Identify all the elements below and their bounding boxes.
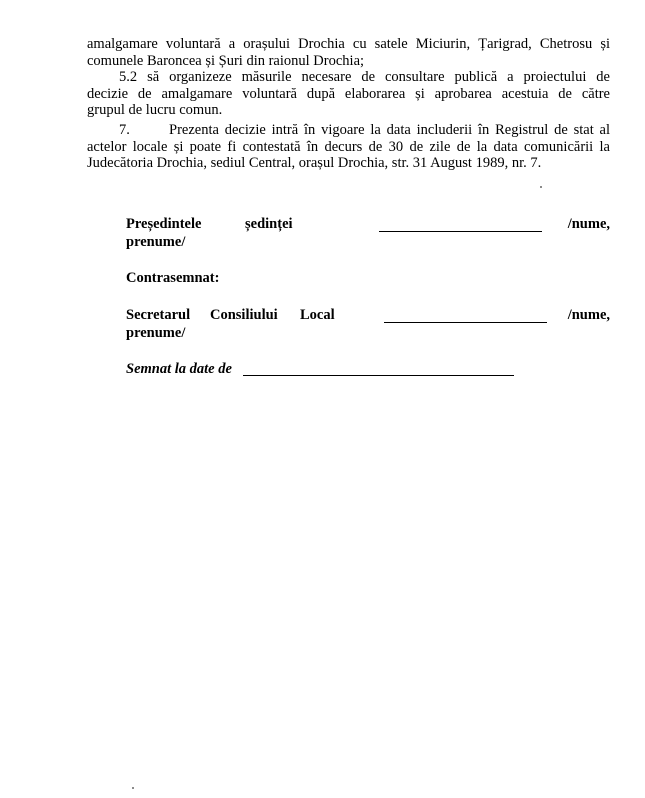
president-label-word1: Președintele — [126, 216, 202, 232]
secretary-name-suffix-line2: prenume/ — [126, 325, 186, 341]
president-signature-line — [379, 231, 542, 232]
signed-date-line — [243, 375, 514, 376]
secretary-label-word1: Secretarul — [126, 307, 191, 323]
text-line: actelor locale și poate fi contestată în decurs de 30 de zile de la data comunicării la — [87, 138, 610, 155]
secretary-signature-row — [126, 307, 610, 325]
signed-on-label: Semnat la date de — [126, 361, 232, 377]
stray-dot — [540, 186, 542, 188]
president-name-suffix: /nume, — [567, 216, 610, 232]
president-label-word2: ședinței — [245, 216, 293, 232]
stray-dot — [132, 787, 134, 789]
text-line — [87, 69, 610, 86]
text-line: comunele Baroncea și Șuri din raionul Drochia; — [87, 52, 365, 69]
countersigned-label: Contrasemnat: — [126, 270, 220, 286]
text-line: decizie de amalgamare voluntară după elaborarea și aprobarea acestuia de către — [87, 85, 610, 102]
paragraph-amalgamation-continuation — [87, 36, 610, 69]
text-line: grupul de lucru comun. — [87, 102, 223, 118]
president-name-suffix-line2: prenume/ — [126, 234, 186, 250]
text-span: Prezenta decizie intră în vigoare la data includerii în Registrul de stat al — [169, 122, 610, 138]
secretary-name-suffix: /nume, — [567, 307, 610, 323]
paragraph-7 — [87, 122, 610, 172]
text-span: 5.2 să organizeze măsurile necesare de consultare publică a proiectului de — [119, 69, 610, 85]
secretary-signature-line — [384, 322, 547, 323]
paragraph-5-2 — [87, 69, 610, 119]
text-line — [87, 122, 610, 139]
president-signature-row — [126, 216, 610, 234]
text-line: amalgamare voluntară a orașului Drochia cu satele Miciurin, Țarigrad, Chetrosu și — [87, 36, 610, 52]
text-line: Judecătoria Drochia, sediul Central, orașul Drochia, str. 31 August 1989, nr. 7. — [87, 155, 542, 171]
secretary-label-word2: Consiliului — [210, 307, 278, 323]
secretary-label-word3: Local — [300, 307, 335, 323]
paragraph-number: 7. — [119, 122, 130, 138]
